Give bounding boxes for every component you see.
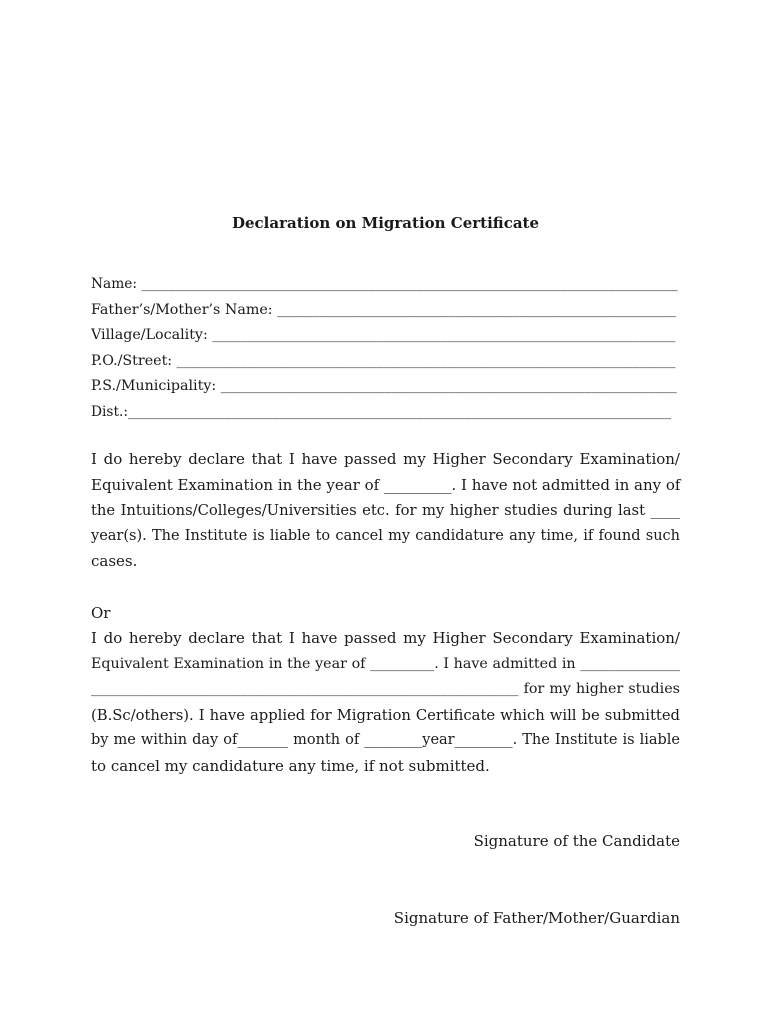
signature-guardian: Signature of Father/Mother/Guardian bbox=[393, 909, 680, 927]
village-locality-field: Village/Locality: _________________________________________________________________ bbox=[91, 327, 676, 343]
or-separator: Or bbox=[91, 604, 111, 622]
paragraph-line: I do hereby declare that I have passed my Higher Secondary Examination/ bbox=[91, 450, 680, 468]
paragraph-line: I do hereby declare that I have passed my Higher Secondary Examination/ bbox=[91, 629, 680, 647]
paragraph-line: by me within day of_______ month of ________year________. The Institute is liable bbox=[91, 732, 680, 749]
declaration-not-admitted bbox=[91, 447, 680, 575]
paragraph-line: the Intuitions/Colleges/Universities etc. for my higher studies during last ____ bbox=[91, 502, 680, 520]
paragraph-line: Equivalent Examination in the year of _________. I have admitted in ______________ bbox=[91, 655, 680, 672]
paragraph-line: year(s). The Institute is liable to cancel my candidature any time, if found such bbox=[91, 527, 680, 544]
paragraph-line: ____________________________________________________________ for my higher studies bbox=[91, 681, 680, 698]
district-field: Dist.:_______________________________________________________________________________ bbox=[91, 403, 672, 420]
document-page bbox=[91, 0, 680, 1024]
document-title: Declaration on Migration Certificate bbox=[231, 214, 540, 232]
signature-candidate: Signature of the Candidate bbox=[473, 832, 680, 850]
name-field: Name: ______________________________________________________________________________ bbox=[91, 276, 678, 292]
paragraph-line: (B.Sc/others). I have applied for Migration Certificate which will be submitted bbox=[91, 706, 680, 724]
ps-municipality-field: P.S./Municipality: ________________________________________________________________ bbox=[91, 378, 677, 394]
paragraph-line: Equivalent Examination in the year of _________. I have not admitted in any of bbox=[91, 475, 681, 494]
po-street-field: P.O./Street: ______________________________________________________________________ bbox=[91, 352, 676, 369]
parent-name-field: Father’s/Mother’s Name: ________________________________________________________ bbox=[91, 301, 677, 318]
personal-details-fields bbox=[91, 272, 680, 425]
declaration-admitted bbox=[91, 626, 680, 780]
paragraph-line: cases. bbox=[91, 552, 138, 571]
paragraph-line: to cancel my candidature any time, if not submitted. bbox=[91, 756, 490, 775]
